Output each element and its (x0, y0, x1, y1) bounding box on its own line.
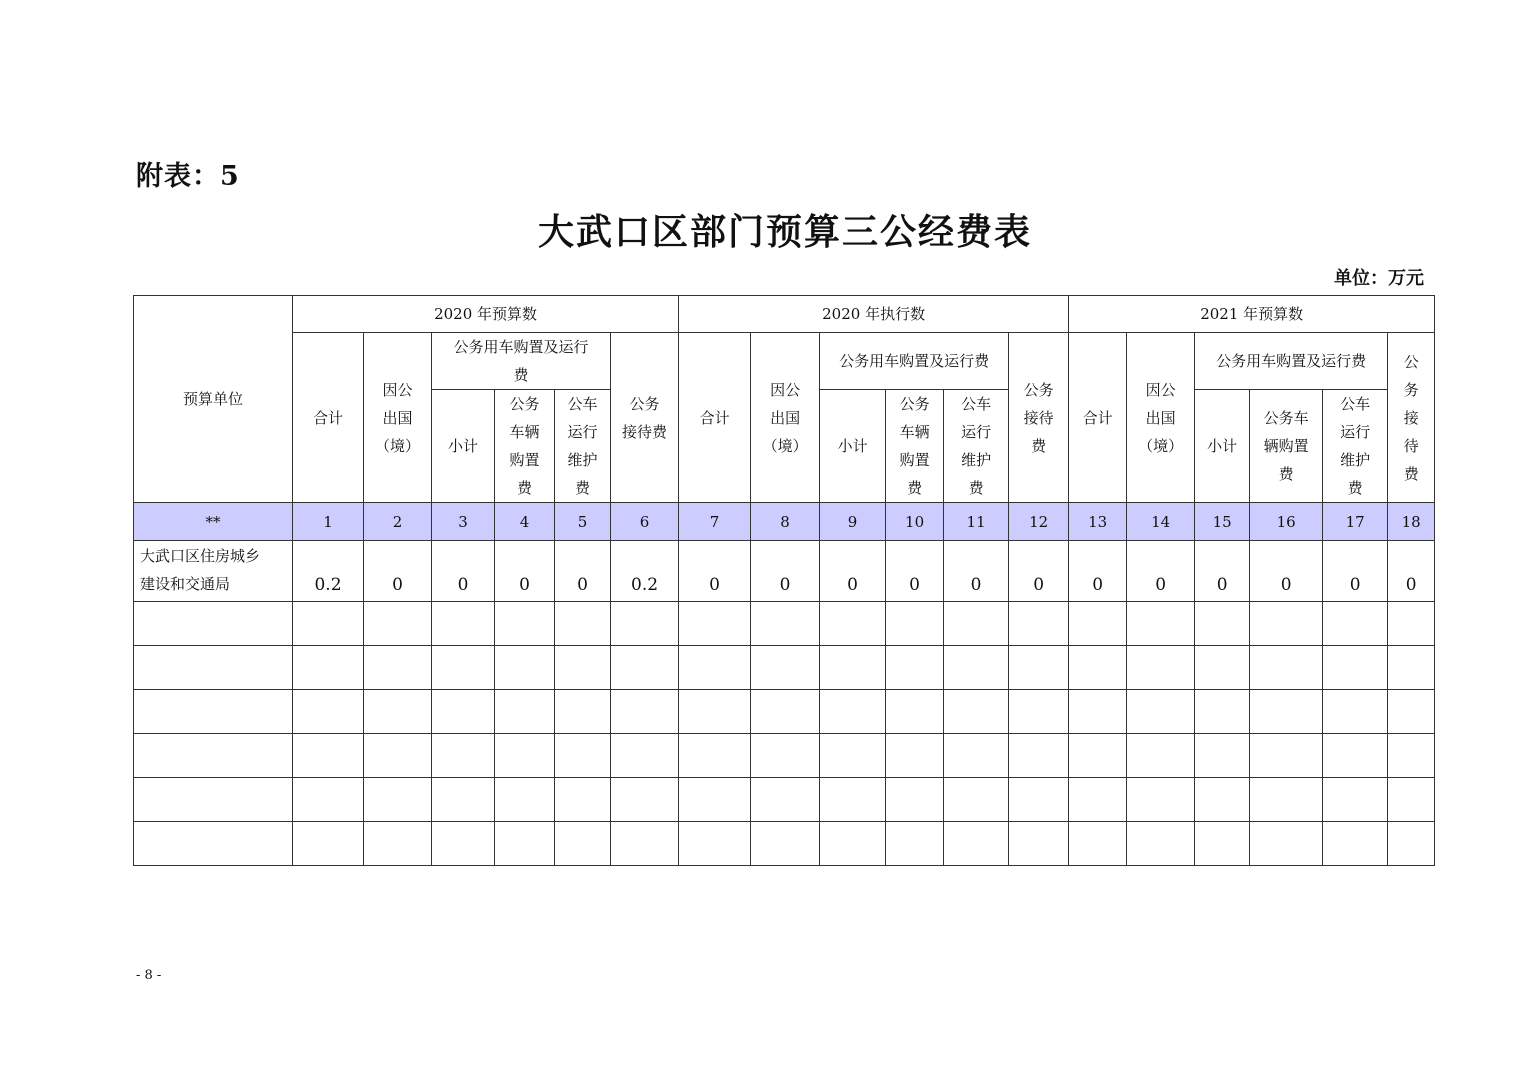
unit-label: 单位：万元 (1334, 268, 1424, 289)
value-cell: 0 (1069, 541, 1127, 602)
value-cell: 0 (944, 541, 1009, 602)
value-cell: 0.2 (611, 541, 679, 602)
budget-table (133, 295, 1435, 866)
value-cell: 0 (1195, 541, 1250, 602)
value-cell: 0 (1127, 541, 1195, 602)
empty-row (134, 822, 1435, 866)
empty-row (134, 734, 1435, 778)
value-cell: 0 (364, 541, 432, 602)
index-cell: 16 (1250, 503, 1323, 541)
header-vehicle: 公务用车购置及运行 费 (432, 333, 611, 390)
value-cell: 0.2 (293, 541, 364, 602)
empty-row (134, 778, 1435, 822)
header-vehicle: 公务用车购置及运行费 (1195, 333, 1388, 390)
index-cell: 12 (1009, 503, 1069, 541)
header-vehicle-maintenance: 公车 运行 维护 费 (1323, 390, 1388, 503)
value-cell: 0 (886, 541, 944, 602)
header-subtotal: 小计 (820, 390, 886, 503)
header-vehicle-purchase: 公务 车辆 购置 费 (886, 390, 944, 503)
value-cell: 0 (1250, 541, 1323, 602)
empty-row (134, 690, 1435, 734)
index-cell: 14 (1127, 503, 1195, 541)
page-number: - 8 - (136, 968, 162, 983)
header-group-2021-budget: 2021 年预算数 (1069, 296, 1435, 333)
document-title: 大武口区部门预算三公经费表 (537, 211, 1032, 253)
empty-row (134, 602, 1435, 646)
header-abroad: 因公 出国 （境） (751, 333, 820, 503)
header-subtotal: 小计 (1195, 390, 1250, 503)
index-cell: 1 (293, 503, 364, 541)
annex-label: 附表：5 (136, 161, 240, 192)
header-vehicle: 公务用车购置及运行费 (820, 333, 1009, 390)
index-row (134, 503, 1435, 541)
index-cell: 6 (611, 503, 679, 541)
header-reception: 公务 接待费 (611, 333, 679, 503)
header-total: 合计 (1069, 333, 1127, 503)
index-cell: 3 (432, 503, 495, 541)
index-cell: ** (134, 503, 293, 541)
value-cell: 0 (495, 541, 555, 602)
index-cell: 4 (495, 503, 555, 541)
header-total: 合计 (679, 333, 751, 503)
value-cell: 0 (751, 541, 820, 602)
index-cell: 15 (1195, 503, 1250, 541)
header-abroad: 因公 出国 （境） (1127, 333, 1195, 503)
value-cell: 0 (1323, 541, 1388, 602)
index-cell: 2 (364, 503, 432, 541)
index-cell: 8 (751, 503, 820, 541)
index-cell: 17 (1323, 503, 1388, 541)
index-cell: 18 (1388, 503, 1435, 541)
index-cell: 10 (886, 503, 944, 541)
unit-name-cell: 大武口区住房城乡 建设和交通局 (134, 541, 293, 602)
value-cell: 0 (679, 541, 751, 602)
index-cell: 13 (1069, 503, 1127, 541)
table-row (134, 541, 1435, 602)
header-vehicle-maintenance: 公车 运行 维护 费 (555, 390, 611, 503)
index-cell: 7 (679, 503, 751, 541)
header-group-2020-budget: 2020 年预算数 (293, 296, 679, 333)
header-group-2020-actual: 2020 年执行数 (679, 296, 1069, 333)
value-cell: 0 (432, 541, 495, 602)
value-cell: 0 (555, 541, 611, 602)
value-cell: 0 (1388, 541, 1435, 602)
value-cell: 0 (820, 541, 886, 602)
header-reception: 公 务 接 待 费 (1388, 333, 1435, 503)
header-vehicle-purchase: 公务车 辆购置 费 (1250, 390, 1323, 503)
index-cell: 11 (944, 503, 1009, 541)
header-reception: 公务 接待 费 (1009, 333, 1069, 503)
header-abroad: 因公 出国 （境） (364, 333, 432, 503)
header-vehicle-purchase: 公务 车辆 购置 费 (495, 390, 555, 503)
header-subtotal: 小计 (432, 390, 495, 503)
index-cell: 5 (555, 503, 611, 541)
header-budget-unit: 预算单位 (134, 296, 293, 503)
index-cell: 9 (820, 503, 886, 541)
header-vehicle-maintenance: 公车 运行 维护 费 (944, 390, 1009, 503)
header-total: 合计 (293, 333, 364, 503)
value-cell: 0 (1009, 541, 1069, 602)
empty-row (134, 646, 1435, 690)
